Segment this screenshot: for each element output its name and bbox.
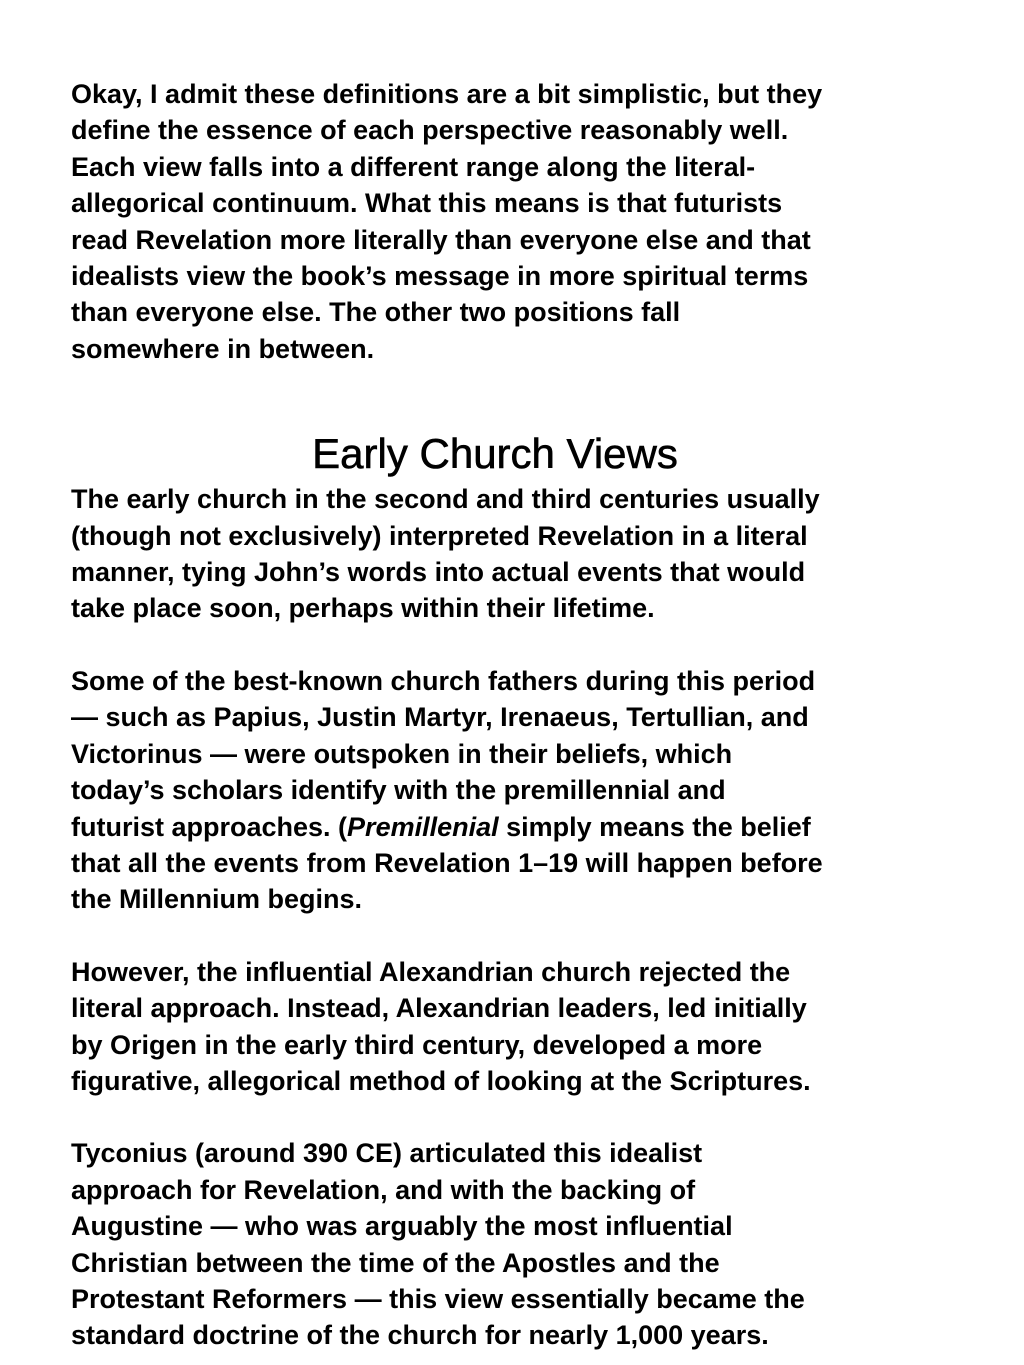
paragraph-early-church: The early church in the second and third centuries usually (though not exclusively) interpreted Revelation in a literal manner, tying John’s words into actual events that would take place soon, perhaps within their lifetime.: [71, 484, 820, 624]
spacer: [71, 627, 951, 663]
intro-paragraph: Okay, I admit these definitions are a bit simplistic, but they define the essence of each perspective reasonably well. Each view falls into a different range along the literal- allegorical continuum. What this means is that futurists read Revelation more literally than everyone else and that idealists view the book’s message in more spiritual terms than everyone else. The other two positions fall somewhere in between.: [71, 79, 823, 364]
premillenial-term: Premillenial: [347, 811, 499, 842]
section-heading: Early Church Views: [312, 430, 678, 478]
paragraph-church-fathers: [71, 663, 951, 918]
spacer: [71, 1099, 951, 1135]
spacer: [71, 367, 951, 427]
document-page: [71, 76, 951, 1354]
paragraph-alexandrian-church: However, the influential Alexandrian church rejected the literal approach. Instead, Alexandrian leaders, led initially by Origen in the early third century, developed a more figurative, allegorical method of looking at the Scriptures.: [71, 956, 811, 1096]
paragraph-church-fathers-after: simply means the belief that all the events from Revelation 1–19 will happen before the Millennium begins.: [71, 811, 823, 915]
paragraph-church-fathers-before: Some of the best-known church fathers during this period — such as Papius, Justin Martyr, Irenaeus, Tertullian, and Victorinus — were outspoken in their beliefs, which today’s scholars identify with the premillennial and futurist approaches. (: [71, 665, 816, 842]
spacer: [71, 918, 951, 954]
paragraph-tyconius: Tyconius (around 390 CE) articulated this idealist approach for Revelation, and with the backing of Augustine — who was arguably the most influential Christian between the time of the Apostles and the Protestant Reformers — this view essentially became the standard doctrine of the church for nearly 1,000 years.: [71, 1138, 805, 1351]
